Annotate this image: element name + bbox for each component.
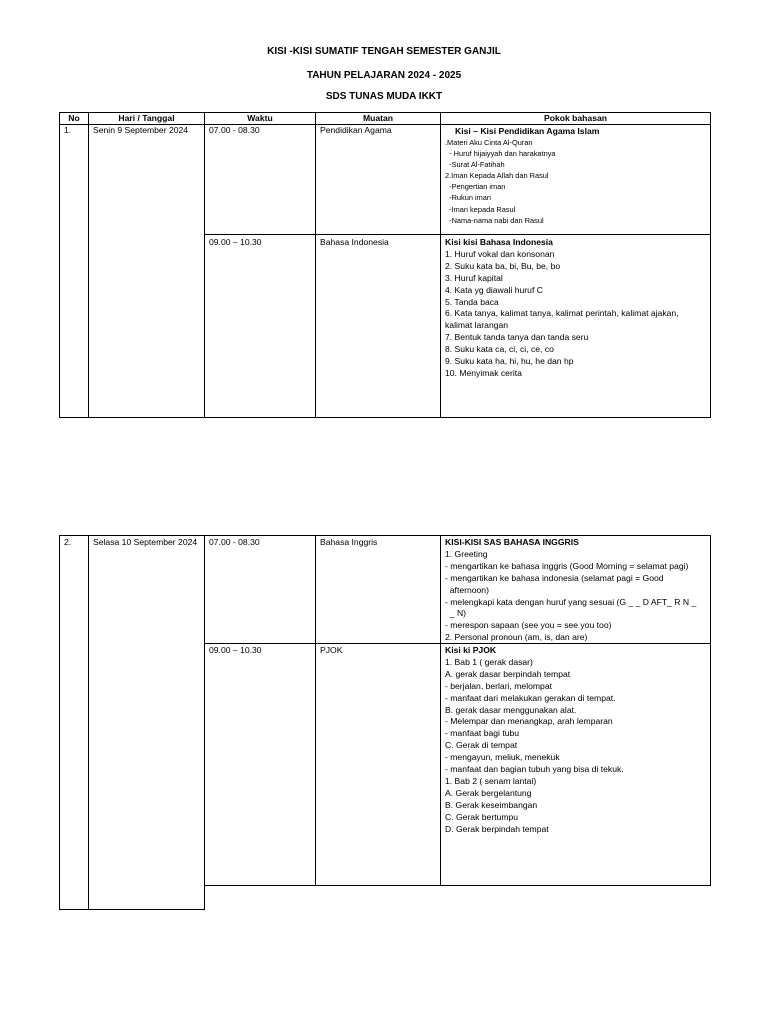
topic-line: 2. Suku kata ba, bi, Bu, be, bo bbox=[445, 260, 561, 271]
topic-line: C. Gerak di tempat bbox=[445, 740, 518, 751]
col-header-no: No bbox=[59, 112, 89, 125]
topic-line: 4. Kata yg diawali huruf C bbox=[445, 284, 543, 295]
session-topic bbox=[441, 536, 710, 645]
topic-line: 8. Suku kata ca, ci, ci, ce, co bbox=[445, 344, 554, 355]
topic-line: 9. Suku kata ha, hi, hu, he dan hp bbox=[445, 356, 574, 367]
session-topic bbox=[441, 236, 710, 381]
document-title: KISI -KISI SUMATIF TENGAH SEMESTER GANJIL bbox=[267, 46, 501, 57]
topic-line: _ N) bbox=[445, 608, 467, 619]
topic-line: 1. Bab 2 ( senam lantai) bbox=[445, 775, 537, 786]
topic-line: 1. Bab 1 ( gerak dasar) bbox=[445, 656, 533, 667]
topic-line: -Rukun iman bbox=[445, 193, 492, 203]
topic-line: - mengayun, meliuk, menekuk bbox=[445, 752, 560, 763]
col-header-topic: Pokok bahasan bbox=[440, 112, 711, 125]
topic-line: B. Gerak keseimbangan bbox=[445, 799, 538, 810]
topic-line: - manfaat dan bagian tubuh yang bisa di tekuk. bbox=[445, 764, 624, 775]
school-name: SDS TUNAS MUDA IKKT bbox=[325, 91, 443, 102]
topic-line: kalimat larangan bbox=[445, 320, 509, 331]
row-number: 2. bbox=[64, 537, 72, 547]
topic-line: 1. Huruf vokal dan konsonan bbox=[445, 248, 555, 259]
topic-line: afternoon) bbox=[445, 584, 489, 595]
topic-line: - melengkapi kata dengan huruf yang sesuai (G _ _ D AFT_ R N _ bbox=[445, 596, 697, 607]
topic-line: 5. Tanda baca bbox=[445, 296, 499, 307]
topic-line: - berjalan, berlari, melompat bbox=[445, 680, 552, 691]
topic-line: 3. Huruf kapital bbox=[445, 272, 503, 283]
topic-title: Kisi – Kisi Pendidikan Agama Islam bbox=[455, 126, 600, 136]
topic-line: A. Gerak bergelantung bbox=[445, 787, 532, 798]
topic-line: D. Gerak berpindah tempat bbox=[445, 823, 549, 834]
topic-line: A. gerak dasar berpindah tempat bbox=[445, 668, 571, 679]
topic-line: 7. Bentuk tanda tanya dan tanda seru bbox=[445, 332, 589, 343]
topic-line: - Huruf hijaiyyah dan harakatnya bbox=[445, 149, 556, 159]
session-topic bbox=[441, 644, 710, 837]
session-time: 07.00 - 08.30 bbox=[209, 125, 260, 135]
session-subject: Bahasa Indonesia bbox=[320, 237, 389, 247]
topic-title: KISI-KISI SAS BAHASA INGGRIS bbox=[445, 537, 579, 547]
session-subject: PJOK bbox=[320, 645, 343, 655]
col-header-date: Hari / Tanggal bbox=[88, 112, 205, 125]
topic-line: -Iman kepada Rasul bbox=[445, 204, 516, 214]
topic-line: -Nama-nama nabi dan Rasul bbox=[445, 215, 544, 225]
topic-line: C. Gerak bertumpu bbox=[445, 811, 519, 822]
topic-line: - Melempar dan menangkap, arah lemparan bbox=[445, 716, 613, 727]
topic-title: Kisi ki PJOK bbox=[445, 645, 497, 655]
topic-line: - manfaat dari melakukan gerakan di tempat. bbox=[445, 692, 616, 703]
topic-line: - merespon sapaan (see you = see you too) bbox=[445, 620, 612, 631]
col-header-subject: Muatan bbox=[315, 112, 441, 125]
session-time: 07.00 - 08.30 bbox=[209, 537, 260, 547]
topic-line: B. gerak dasar menggunakan alat. bbox=[445, 704, 577, 715]
topic-line: 2.Iman Kepada Allah dan Rasul bbox=[445, 171, 549, 181]
session-subject: Pendidikan Agama bbox=[320, 125, 392, 135]
topic-line: .Materi Aku Cinta Al-Quran bbox=[445, 138, 533, 147]
topic-line: 2. Personal pronoun (am, is, dan are) bbox=[445, 632, 588, 643]
row-date: Senin 9 September 2024 bbox=[93, 125, 189, 135]
topic-line: 6. Kata tanya, kalimat tanya, kalimat perintah, kalimat ajakan, bbox=[445, 308, 679, 319]
col-header-time: Waktu bbox=[204, 112, 316, 125]
session-time: 09.00 – 10.30 bbox=[209, 237, 262, 247]
topic-title: Kisi kisi Bahasa Indonesia bbox=[445, 237, 553, 247]
topic-line: 10. Menyimak cerita bbox=[445, 367, 522, 378]
row-date: Selasa 10 September 2024 bbox=[93, 537, 198, 547]
topic-line: 1. Greeting bbox=[445, 548, 488, 559]
topic-line: - mengartikan ke bahasa inggris (Good Morning = selamat pagi) bbox=[445, 560, 689, 571]
session-subject: Bahasa Inggris bbox=[320, 537, 378, 547]
topic-line: -Pengertian iman bbox=[445, 182, 506, 192]
topic-line: -Surat Al-Fatihah bbox=[445, 160, 505, 170]
row-number: 1. bbox=[64, 125, 72, 135]
topic-line: - mengartikan ke bahasa indonesia (selamat pagi = Good bbox=[445, 572, 664, 583]
school-year: TAHUN PELAJARAN 2024 - 2025 bbox=[306, 70, 462, 81]
session-time: 09.00 – 10.30 bbox=[209, 645, 262, 655]
session-topic bbox=[441, 124, 710, 227]
topic-line: - manfaat bagi tubu bbox=[445, 728, 520, 739]
